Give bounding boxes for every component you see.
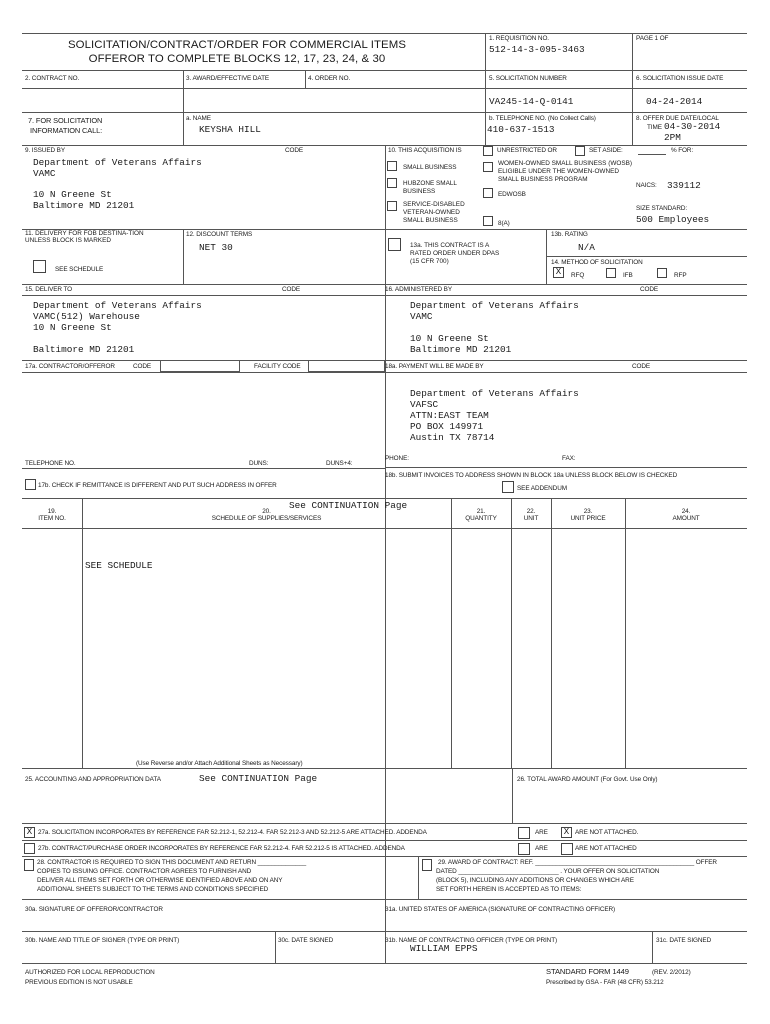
addenda-27b-not-checkbox[interactable] xyxy=(561,843,573,855)
addenda-27a-not-checkbox[interactable]: X xyxy=(561,827,572,838)
hubzone-label: HUBZONE SMALL BUSINESS xyxy=(403,180,457,195)
payment-fax-label: FAX: xyxy=(562,455,576,462)
method-label: 14. METHOD OF SOLICITATION xyxy=(551,259,643,266)
see-schedule-checkbox[interactable] xyxy=(33,260,46,273)
payment-by-label: 18a. PAYMENT WILL BE MADE BY xyxy=(385,363,484,370)
contractor-telephone-label: TELEPHONE NO. xyxy=(25,460,76,467)
see-addendum-checkbox[interactable] xyxy=(502,481,514,493)
col-unit-price-header: UNIT PRICE xyxy=(570,515,606,522)
deliver-to-label: 15. DELIVER TO xyxy=(25,286,73,293)
contractor-code-label: CODE xyxy=(133,363,152,370)
award-contract-line4: SET FORTH HEREIN IS ACCEPTED AS TO ITEMS: xyxy=(436,886,582,893)
page-label: PAGE 1 OF xyxy=(636,35,669,42)
award-date-label: 3. AWARD/EFFECTIVE DATE xyxy=(186,75,270,82)
award-contract-line1: 29. AWARD OF CONTRACT: REF. ______________________________________________ OFFER xyxy=(438,859,717,866)
submit-invoices-label: 18b. SUBMIT INVOICES TO ADDRESS SHOWN IN BLOCK 18a UNLESS BLOCK BELOW IS CHECKED xyxy=(385,472,678,479)
award-contract-line2: DATED _____________________________ . YOUR OFFER ON SOLICITATION xyxy=(436,868,660,875)
contractor-sign-line3: DELIVER ALL ITEMS SET FORTH OR OTHERWISE IDENTIFIED ABOVE AND ON ANY xyxy=(37,877,283,884)
payment-by-line-1: Department of Veterans Affairs xyxy=(410,388,579,399)
issue-date-value: 04-24-2014 xyxy=(646,96,703,107)
rfp-checkbox[interactable] xyxy=(657,268,667,278)
col-quantity-num: 21. xyxy=(476,508,486,515)
see-schedule-label: SEE SCHEDULE xyxy=(55,266,104,273)
acquisition-label: 10. THIS ACQUISITION IS xyxy=(388,147,462,154)
name-label: a. NAME xyxy=(186,115,211,122)
addenda-27b-not-label: ARE NOT ATTACHED xyxy=(575,845,637,852)
contractor-code-field[interactable] xyxy=(160,360,240,372)
offer-due-time-value: 2PM xyxy=(664,132,681,143)
col-amount-header: AMOUNT xyxy=(672,515,700,522)
solicitation-no-label: 5. SOLICITATION NUMBER xyxy=(489,75,567,82)
addenda-27a-are-label: ARE xyxy=(535,829,548,836)
rated-order-label: 13a. THIS CONTRACT IS A RATED ORDER UNDER DPAS (15 CFR 700) xyxy=(410,242,500,265)
time-label: TIME xyxy=(647,124,662,131)
offer-due-date-value: 04-30-2014 xyxy=(664,121,721,132)
set-aside-label: SET ASIDE: xyxy=(589,147,623,154)
percent-for-label: % FOR: xyxy=(671,147,694,154)
wosb-checkbox[interactable] xyxy=(483,162,493,172)
footer-previous-edition: PREVIOUS EDITION IS NOT USABLE xyxy=(25,979,133,986)
col-quantity-header: QUANTITY xyxy=(465,515,497,522)
col-schedule-num: 20. xyxy=(262,508,271,515)
col-item-no-num: 19. xyxy=(47,508,57,515)
deliver-to-line-2: VAMC(512) Warehouse xyxy=(33,311,140,322)
naics-label: NAICS: xyxy=(636,182,657,189)
col-unit-num: 22. xyxy=(526,508,536,515)
issued-by-line-4: 10 N Greene St xyxy=(33,189,112,200)
for-solicitation-label: 7. FOR SOLICITATION xyxy=(28,116,103,125)
size-standard-value: 500 Employees xyxy=(636,214,710,225)
remittance-label: 17b. CHECK IF REMITTANCE IS DIFFERENT AND PUT SUCH ADDRESS IN OFFER xyxy=(38,482,277,489)
reverse-note: (Use Reverse and/or Attach Additional Sheets as Necessary) xyxy=(136,760,303,767)
edwosb-label: EDWOSB xyxy=(498,191,526,198)
rfp-label: RFP xyxy=(674,272,687,279)
duns-label: DUNS: xyxy=(249,460,269,467)
unrestricted-label: UNRESTRICTED OR xyxy=(497,147,557,154)
addenda-27a-not-label: ARE NOT ATTACHED. xyxy=(575,829,639,836)
rated-order-checkbox[interactable] xyxy=(388,238,401,251)
payment-by-line-5: Austin TX 78714 xyxy=(410,432,495,443)
administered-by-line-1: Department of Veterans Affairs xyxy=(410,300,579,311)
payment-phone-label: PHONE: xyxy=(385,455,409,462)
col-amount-num: 24. xyxy=(681,508,691,515)
sdvosb-checkbox[interactable] xyxy=(387,201,397,211)
duns-plus4-label: DUNS+4: xyxy=(326,460,353,467)
total-award-label: 26. TOTAL AWARD AMOUNT (For Govt. Use Only) xyxy=(517,776,658,783)
telephone-label: b. TELEPHONE NO. (No Collect Calls) xyxy=(489,115,596,122)
payment-by-line-2: VAFSC xyxy=(410,399,439,410)
addenda-27a-are-checkbox[interactable] xyxy=(518,827,530,839)
contractor-sign-line1: 28. CONTRACTOR IS REQUIRED TO SIGN THIS DOCUMENT AND RETURN ______________ xyxy=(37,859,307,866)
rating-value: N/A xyxy=(578,242,595,253)
solicitation-no-value: VA245-14-Q-0141 xyxy=(489,96,574,107)
issued-by-line-5: Baltimore MD 21201 xyxy=(33,200,135,211)
form-title-line1: SOLICITATION/CONTRACT/ORDER FOR COMMERCIAL ITEMS xyxy=(67,39,407,51)
officer-name-value: WILLIAM EPPS xyxy=(410,943,478,954)
footer-prescribed: Prescribed by GSA - FAR (48 CFR) 53.212 xyxy=(546,979,664,986)
officer-name-label: 31b. NAME OF CONTRACTING OFFICER (TYPE OR PRINT) xyxy=(385,937,558,944)
ifb-label: IFB xyxy=(623,272,633,279)
offeror-signature-label: 30a. SIGNATURE OF OFFEROR/CONTRACTOR xyxy=(25,906,163,913)
facility-code-label: FACILITY CODE xyxy=(254,363,301,370)
administered-by-line-2: VAMC xyxy=(410,311,433,322)
see-addendum-label: SEE ADDENDUM xyxy=(517,485,567,492)
far-27b-label: 27b. CONTRACT/PURCHASE ORDER INCORPORATES BY REFERENCE FAR 52.212-4. FAR 52.212-5 IS ATTACHED. ADDENDA xyxy=(38,845,405,852)
rating-label: 13b. RATING xyxy=(551,231,588,238)
schedule-continuation: See CONTINUATION Page xyxy=(289,500,408,511)
administered-by-line-4: 10 N Greene St xyxy=(410,333,489,344)
us-signature-label: 31a. UNITED STATES OF AMERICA (SIGNATURE OF CONTRACTING OFFICER) xyxy=(385,906,616,913)
info-call-label: INFORMATION CALL: xyxy=(30,126,103,135)
administered-by-code-label: CODE xyxy=(640,286,659,293)
sdvosb-label: SERVICE-DISABLED VETERAN-OWNED SMALL BUSINESS xyxy=(403,201,465,224)
contractor-label: 17a. CONTRACTOR/OFFEROR xyxy=(25,363,115,370)
footer-authorized: AUTHORIZED FOR LOCAL REPRODUCTION xyxy=(25,969,155,976)
remittance-checkbox[interactable] xyxy=(25,479,36,490)
small-business-label: SMALL BUSINESS xyxy=(403,164,457,171)
size-standard-label: SIZE STANDARD: xyxy=(636,205,688,212)
award-contract-checkbox[interactable] xyxy=(422,859,432,871)
administered-by-line-5: Baltimore MD 21201 xyxy=(410,344,512,355)
addenda-27b-are-label: ARE xyxy=(535,845,548,852)
payment-by-line-4: PO BOX 149971 xyxy=(410,421,484,432)
set-aside-checkbox[interactable] xyxy=(575,146,585,156)
col-unit-header: UNIT xyxy=(523,515,539,522)
telephone-value: 410-637-1513 xyxy=(487,124,555,135)
far-27a-checkbox[interactable]: X xyxy=(24,827,35,838)
payment-by-code-label: CODE xyxy=(632,363,651,370)
discount-terms-value: NET 30 xyxy=(199,242,233,253)
payment-by-line-3: ATTN:EAST TEAM xyxy=(410,410,489,421)
delivery-fob-label: 11. DELIVERY FOR FOB DESTINA-TION UNLESS BLOCK IS MARKED xyxy=(25,230,144,244)
discount-terms-label: 12. DISCOUNT TERMS xyxy=(186,231,253,238)
contract-no-label: 2. CONTRACT NO. xyxy=(25,75,80,82)
far-27a-label: 27a. SOLICITATION INCORPORATES BY REFERENCE FAR 52.212-1, 52.212-4. FAR 52.212-3 AND 52.212-5 ARE ATTACHED. ADDENDA xyxy=(38,829,427,836)
wosb-label: WOMEN-OWNED SMALL BUSINESS (WOSB) ELIGIBLE UNDER THE WOMEN-OWNED SMALL BUSINESS PROGRAM xyxy=(498,160,632,183)
contractor-sign-line2: COPIES TO ISSUING OFFICE. CONTRACTOR AGREES TO FURNISH AND xyxy=(37,868,252,875)
rfq-checkbox[interactable]: X xyxy=(553,267,564,278)
rfq-label: RFQ xyxy=(571,272,585,279)
administered-by-label: 16. ADMINISTERED BY xyxy=(385,286,452,293)
requisition-value: 512-14-3-095-3463 xyxy=(489,44,585,55)
issued-by-line-1: Department of Veterans Affairs xyxy=(33,157,202,168)
schedule-body-text: SEE SCHEDULE xyxy=(85,560,153,571)
deliver-to-code-label: CODE xyxy=(282,286,301,293)
issued-by-label: 9. ISSUED BY xyxy=(25,147,65,154)
offer-due-label: 8. OFFER DUE DATE/LOCAL xyxy=(636,115,719,122)
contractor-sign-checkbox[interactable] xyxy=(24,859,34,871)
order-no-label: 4. ORDER NO. xyxy=(308,75,351,82)
col-unit-price-num: 23. xyxy=(583,508,593,515)
naics-value: 339112 xyxy=(667,180,701,191)
eight-a-checkbox[interactable] xyxy=(483,216,493,226)
requisition-label: 1. REQUISITION NO. xyxy=(489,35,549,42)
accounting-value: See CONTINUATION Page xyxy=(199,773,318,784)
col-schedule-header: SCHEDULE OF SUPPLIES/SERVICES xyxy=(211,515,322,522)
deliver-to-line-5: Baltimore MD 21201 xyxy=(33,344,135,355)
col-item-no-header: ITEM NO. xyxy=(38,515,66,522)
issue-date-label: 6. SOLICITATION ISSUE DATE xyxy=(636,75,724,82)
unrestricted-checkbox[interactable] xyxy=(483,146,493,156)
deliver-to-line-3: 10 N Greene St xyxy=(33,322,112,333)
form-title-line2: OFFEROR TO COMPLETE BLOCKS 12, 17, 23, 24, & 30 xyxy=(88,53,386,65)
name-value: KEYSHA HILL xyxy=(199,124,261,135)
footer-revision: (REV. 2/2012) xyxy=(652,969,691,976)
eight-a-label: 8(A) xyxy=(498,220,510,227)
facility-code-field[interactable] xyxy=(308,360,385,372)
ifb-checkbox[interactable] xyxy=(606,268,616,278)
award-contract-line3: (BLOCK 5), INCLUDING ANY ADDITIONS OR CHANGES WHICH ARE xyxy=(436,877,634,884)
accounting-label: 25. ACCOUNTING AND APPROPRIATION DATA xyxy=(25,776,161,783)
issued-by-code-label: CODE xyxy=(285,147,304,154)
small-business-checkbox[interactable] xyxy=(387,161,397,171)
signer-name-label: 30b. NAME AND TITLE OF SIGNER (TYPE OR PRINT) xyxy=(25,937,180,944)
officer-date-signed-label: 31c. DATE SIGNED xyxy=(656,937,712,944)
footer-form-name: STANDARD FORM 1449 xyxy=(546,967,629,976)
offeror-date-signed-label: 30c. DATE SIGNED xyxy=(278,937,334,944)
deliver-to-line-1: Department of Veterans Affairs xyxy=(33,300,202,311)
issued-by-line-2: VAMC xyxy=(33,168,56,179)
addenda-27b-are-checkbox[interactable] xyxy=(518,843,530,855)
hubzone-checkbox[interactable] xyxy=(387,178,397,188)
contractor-sign-line4: ADDITIONAL SHEETS SUBJECT TO THE TERMS AND CONDITIONS SPECIFIED xyxy=(37,886,269,893)
edwosb-checkbox[interactable] xyxy=(483,188,493,198)
far-27b-checkbox[interactable] xyxy=(24,843,35,854)
